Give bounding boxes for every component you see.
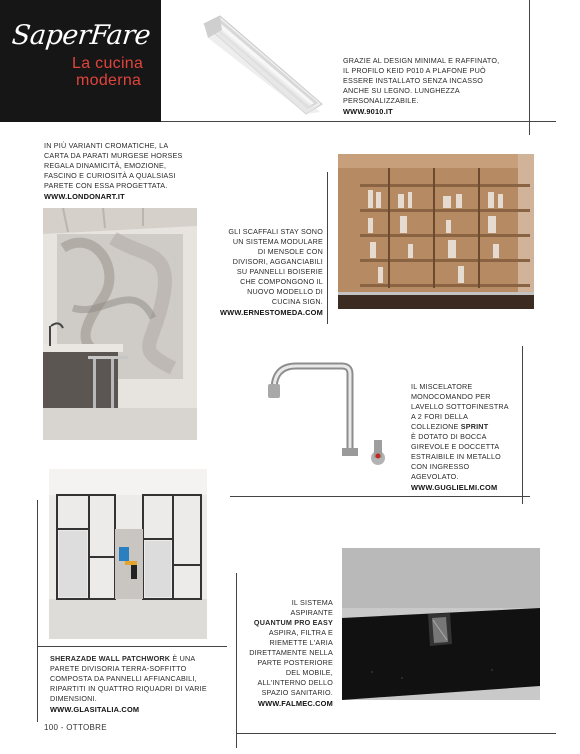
caption-line: IL PROFILO KEID P010 A PLAFONE PUÒ [343,66,486,75]
caption-profilo [343,56,513,117]
caption-line: COMPOSTA DA PANNELLI AFFIANCABILI, [50,674,197,683]
frame-line [37,500,38,722]
caption-line: IL SISTEMA [291,598,333,607]
brand-link-ernestomeda[interactable]: WWW.ERNESTOMEDA.COM [219,308,323,317]
frame-line [236,733,556,734]
caption-line: RIPARTITI IN QUATTRO RIQUADRI DI VARIE [50,684,207,693]
caption-line: DI MENSOLE CON [257,247,323,256]
frame-line [236,573,237,748]
caption-line: DIVISORI, AGGANCIABILI [232,257,323,266]
caption-line [411,422,531,432]
caption-line: ESTRAIBILE IN METALLO [411,452,501,461]
cooktop-photo [342,548,540,700]
caption-line: ALL'INTERNO DELLO [257,678,333,687]
caption-line: ASPIRA, FILTRA E [268,628,333,637]
frame-line [37,646,227,647]
caption-line: CON INGRESSO [411,462,470,471]
caption-carta [44,141,214,202]
caption-line: RIEMETTE L'ARIA [269,638,333,647]
caption-line: DIMENSIONI. [50,694,97,703]
frame-line [327,172,328,324]
brand-link-glasitalia[interactable]: WWW.GLASITALIA.COM [50,705,140,714]
caption-scaffali [196,227,323,318]
caption-text: È UNA [170,654,196,663]
caption-line: IN PIÙ VARIANTI CROMATICHE, LA [44,141,169,150]
caption-line: UN SISTEMA MODULARE [232,237,323,246]
caption-line: ANCHE SU LEGNO. LUNGHEZZA [343,86,460,95]
caption-line: CARTA DA PARATI MURGESE HORSES [44,151,183,160]
caption-line: A 2 FORI DELLA [411,412,469,421]
caption-line: È DOTATO DI BOCCA [411,432,487,441]
frame-line [230,496,530,497]
product-name: SPRINT [460,422,489,431]
product-name: SHERAZADE WALL PATCHWORK [50,654,171,663]
caption-line: ESSERE INSTALLATO SENZA INCASSO [343,76,484,85]
caption-text: COLLEZIONE [411,422,461,431]
section-subtitle-line1: La cucina [72,55,144,72]
frame-line [161,121,556,122]
caption-line: CUCINA SIGN. [271,297,323,306]
caption-line: SU PANNELLI BOISERIE [236,267,323,276]
shelves-photo [338,154,534,309]
caption-line: LAVELLO SOTTOFINESTRA [411,402,509,411]
caption-line: DEL MOBILE, [285,668,333,677]
glass-partition-photo [49,469,207,639]
caption-line: MONOCOMANDO PER [411,392,491,401]
brand-link-9010[interactable]: WWW.9010.IT [343,107,393,116]
caption-line: PARTE POSTERIORE [257,658,333,667]
page-number: 100 - OTTOBRE [44,723,107,732]
caption-line: REGALA DINAMICITÀ, EMOZIONE, [44,161,167,170]
caption-line: AGEVOLATO. [411,472,459,481]
caption-line: PERSONALIZZABILE. [343,96,419,105]
wallpaper-kitchen-photo [43,208,197,440]
caption-line: GIREVOLE E DOCCETTA [411,442,500,451]
caption-line: IL MISCELATORE [411,382,473,391]
brand-link-falmec[interactable]: WWW.FALMEC.COM [257,699,333,708]
caption-line: GRAZIE AL DESIGN MINIMAL E RAFFINATO, [343,56,500,65]
brand-link-londonart[interactable]: WWW.LONDONART.IT [44,192,125,201]
caption-quantum [214,598,333,709]
frame-line [529,0,530,135]
led-profile-photo [190,8,330,118]
faucet-photo [250,340,408,472]
section-subtitle-line2: moderna [76,72,142,89]
caption-line: PARETE CON ESSA PROGETTATA. [44,181,168,190]
caption-line: SPAZIO SANITARIO. [261,688,333,697]
caption-line: FASCINO E CURIOSITÀ A QUALSIASI [44,171,176,180]
caption-line [214,618,333,628]
caption-line: GLI SCAFFALI STAY SONO [228,227,323,236]
caption-line: ASPIRANTE [290,608,333,617]
product-name: QUANTUM PRO EASY [253,618,333,627]
caption-line: PARETE DIVISORIA TERRA-SOFFITTO [50,664,187,673]
magazine-section-title: SaperFare [10,20,152,51]
caption-line: CHE COMPONGONO IL [240,277,323,286]
caption-line: NUOVO MODELLO DI [247,287,323,296]
frame-line [522,346,523,504]
brand-link-guglielmi[interactable]: WWW.GUGLIELMI.COM [411,483,498,492]
section-header [0,0,161,122]
caption-line: DIRETTAMENTE NELLA [249,648,333,657]
caption-miscelatore [411,382,531,493]
